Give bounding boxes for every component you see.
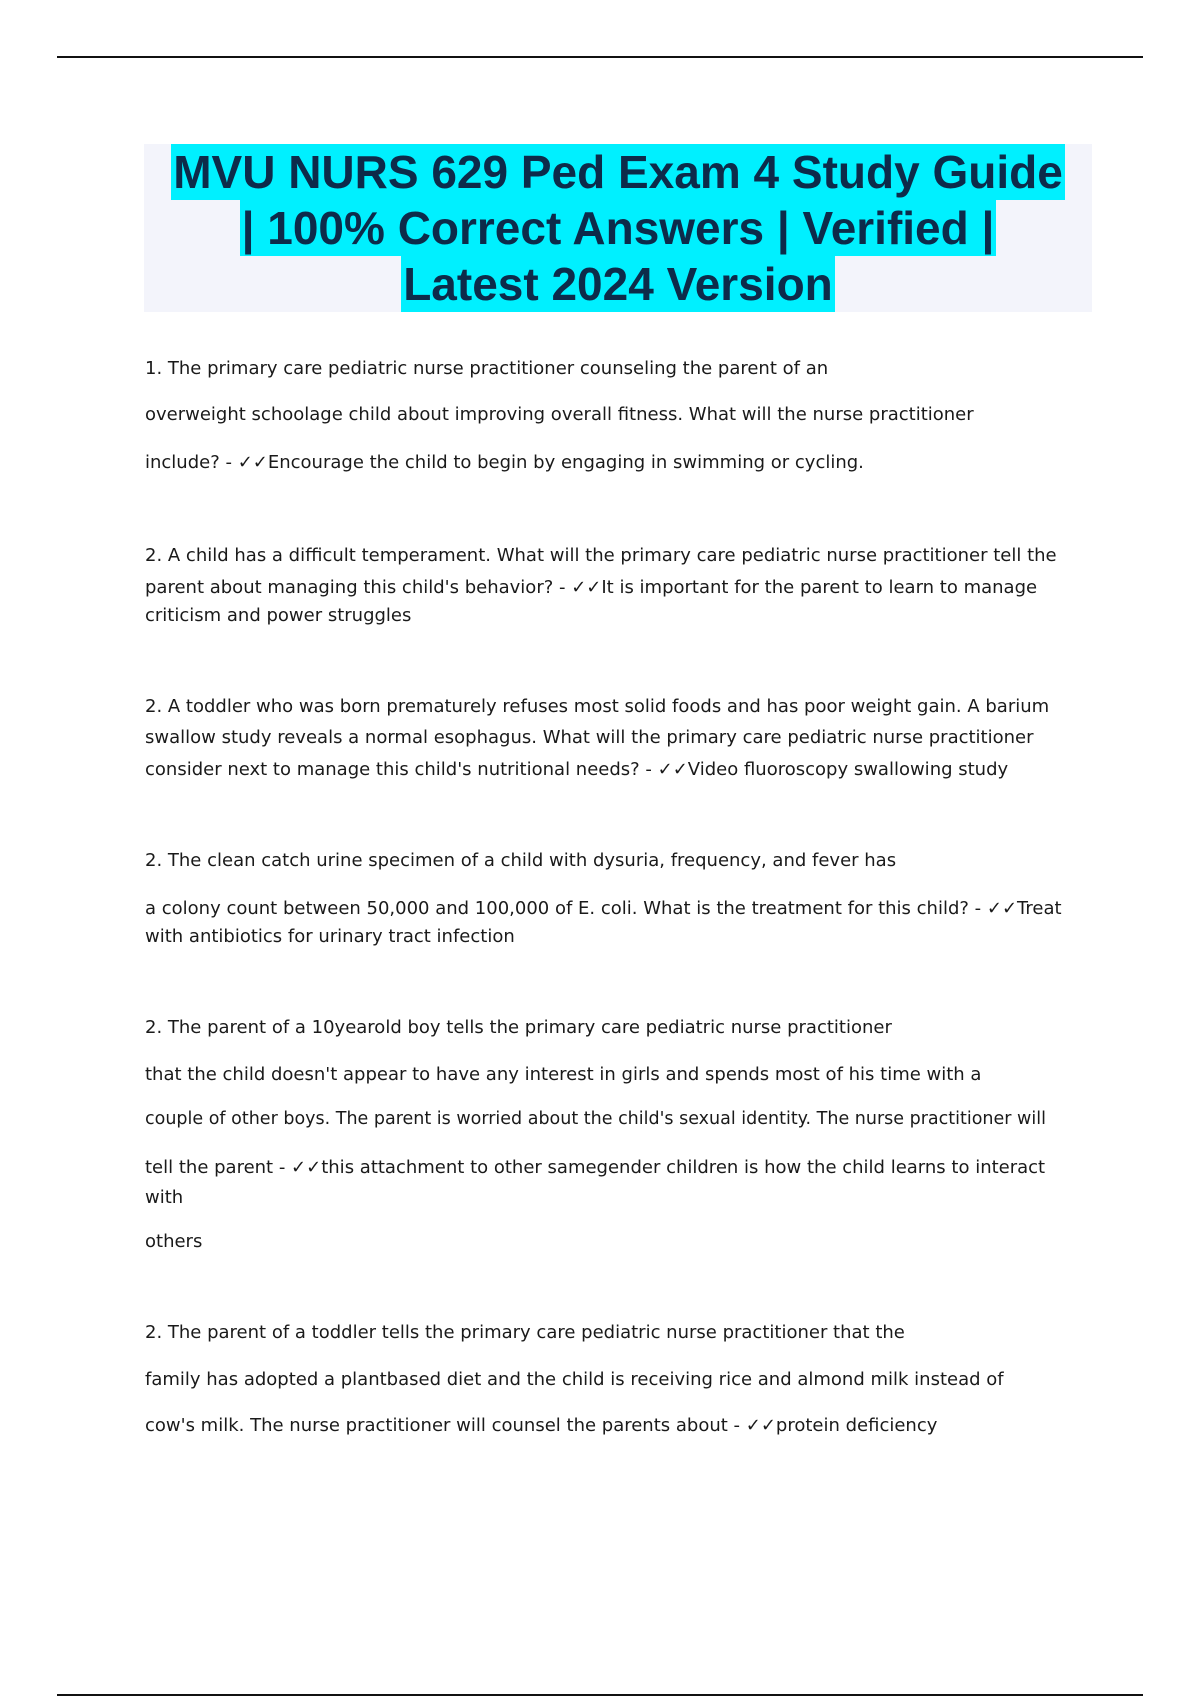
question-answer-line: criticism and power struggles <box>145 605 412 626</box>
document-title <box>144 144 1092 312</box>
question-answer-line: cow's milk. The nurse practitioner will counsel the parents about - ✓✓protein deficiency <box>145 1415 938 1436</box>
question-text-line: overweight schoolage child about improving overall fitness. What will the nurse practitioner <box>145 404 974 425</box>
title-line-3: Latest 2024 Version <box>403 258 833 310</box>
question-answer-line: a colony count between 50,000 and 100,000 of E. coli. What is the treatment for this child? - ✓✓Treat <box>145 898 1062 919</box>
top-rule <box>57 56 1143 58</box>
question-text-line: couple of other boys. The parent is worried about the child's sexual identity. The nurse practitioner will <box>145 1109 1046 1129</box>
question-text-line: swallow study reveals a normal esophagus. What will the primary care pediatric nurse practitioner <box>145 727 1034 748</box>
question-text-line: that the child doesn't appear to have any interest in girls and spends most of his time with a <box>145 1064 982 1085</box>
question-answer-line: parent about managing this child's behavior? - ✓✓It is important for the parent to learn to manage <box>145 577 1038 598</box>
question-text-line: 2. The clean catch urine specimen of a child with dysuria, frequency, and fever has <box>145 850 897 871</box>
title-line-2: | 100% Correct Answers | Verified | <box>241 202 995 254</box>
question-text-line: 2. The parent of a toddler tells the primary care pediatric nurse practitioner that the <box>145 1322 905 1343</box>
question-answer-line: with antibiotics for urinary tract infection <box>145 926 515 947</box>
question-answer-line: tell the parent - ✓✓this attachment to other samegender children is how the child learns to interact <box>145 1157 1046 1178</box>
question-text-line: family has adopted a plantbased diet and the child is receiving rice and almond milk instead of <box>145 1369 1004 1390</box>
question-text-line: 2. A child has a difficult temperament. What will the primary care pediatric nurse practitioner tell the <box>145 545 1057 566</box>
question-text-line: 2. A toddler who was born prematurely refuses most solid foods and has poor weight gain. A barium <box>145 696 1050 717</box>
title-line-1: MVU NURS 629 Ped Exam 4 Study Guide <box>173 146 1063 198</box>
question-text-line: 2. The parent of a 10yearold boy tells the primary care pediatric nurse practitioner <box>145 1017 892 1038</box>
question-answer-line: consider next to manage this child's nutritional needs? - ✓✓Video fluoroscopy swallowing study <box>145 759 1009 780</box>
question-text-line: 1. The primary care pediatric nurse practitioner counseling the parent of an <box>145 358 829 379</box>
question-answer-line: others <box>145 1231 203 1252</box>
question-answer-line: with <box>145 1187 184 1208</box>
question-answer-line: include? - ✓✓Encourage the child to begin by engaging in swimming or cycling. <box>145 452 864 473</box>
bottom-rule <box>57 1694 1143 1696</box>
